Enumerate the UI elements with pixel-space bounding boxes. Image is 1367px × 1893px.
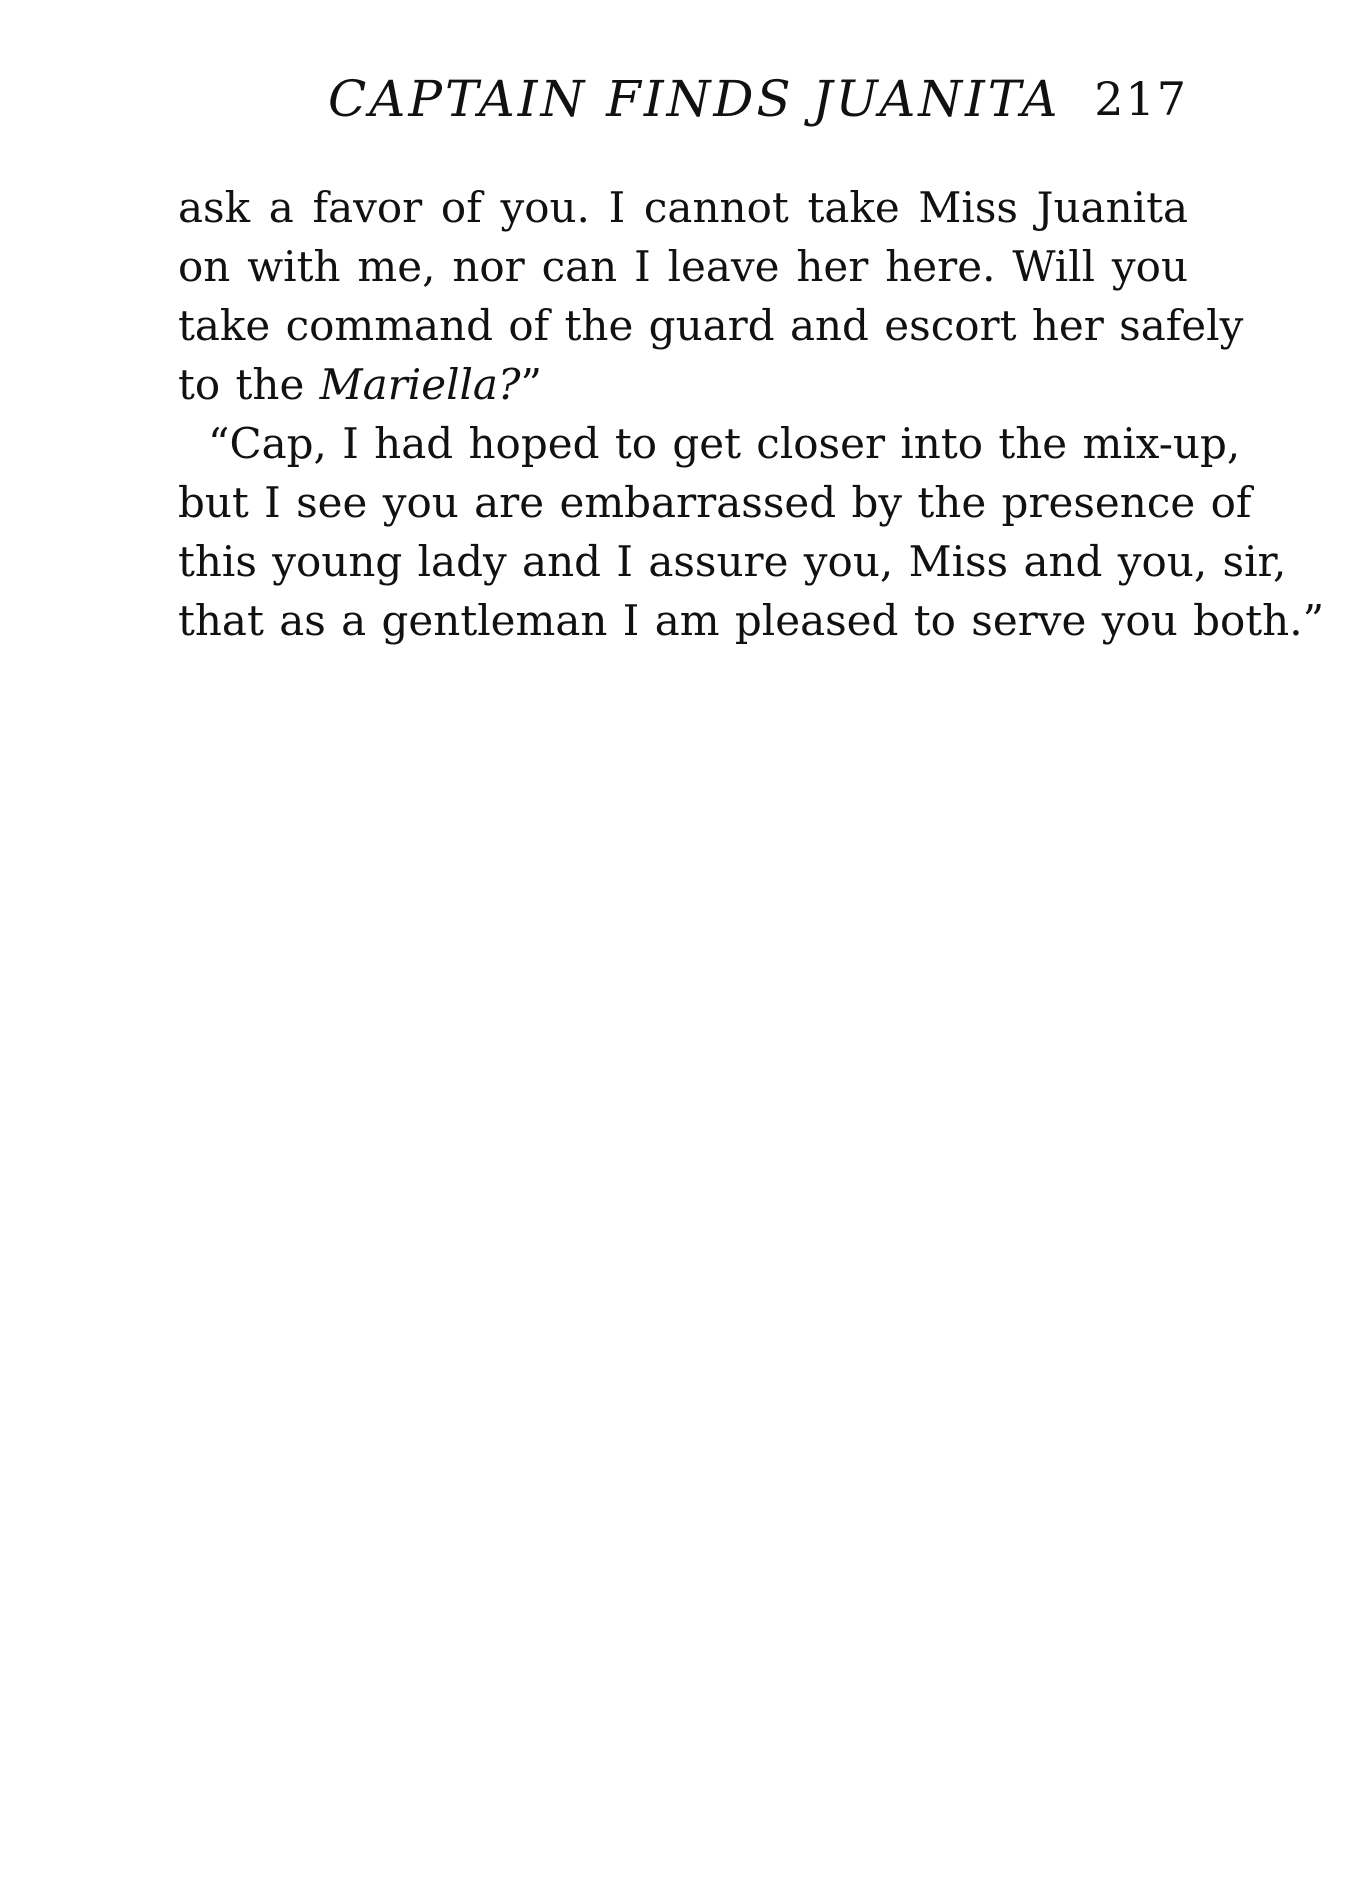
closing-quote: ” bbox=[520, 360, 542, 409]
page-number: 217 bbox=[1094, 72, 1188, 126]
text-line: take command of the guard and escort her safely bbox=[178, 301, 1244, 350]
text-line: that as a gentleman I am pleased to serve you both.” bbox=[178, 596, 1325, 645]
text-line: on with me, nor can I leave her here. Will you bbox=[178, 242, 1188, 291]
ship-name: Mariella? bbox=[319, 360, 521, 409]
text-fragment: to the bbox=[178, 360, 320, 409]
text-line: this young lady and I assure you, Miss and you, sir, bbox=[178, 537, 1287, 586]
text-line: “Cap, I had hoped to get closer into the mix-up, bbox=[208, 419, 1241, 468]
text-line: but I see you are embarrassed by the presence of bbox=[178, 478, 1252, 527]
page-header bbox=[178, 70, 1188, 140]
text-line: ask a favor of you. I cannot take Miss Juanita bbox=[178, 183, 1188, 232]
body-text bbox=[178, 178, 1325, 650]
text-line bbox=[178, 355, 1188, 414]
running-title: CAPTAIN FINDS JUANITA bbox=[328, 70, 1061, 128]
